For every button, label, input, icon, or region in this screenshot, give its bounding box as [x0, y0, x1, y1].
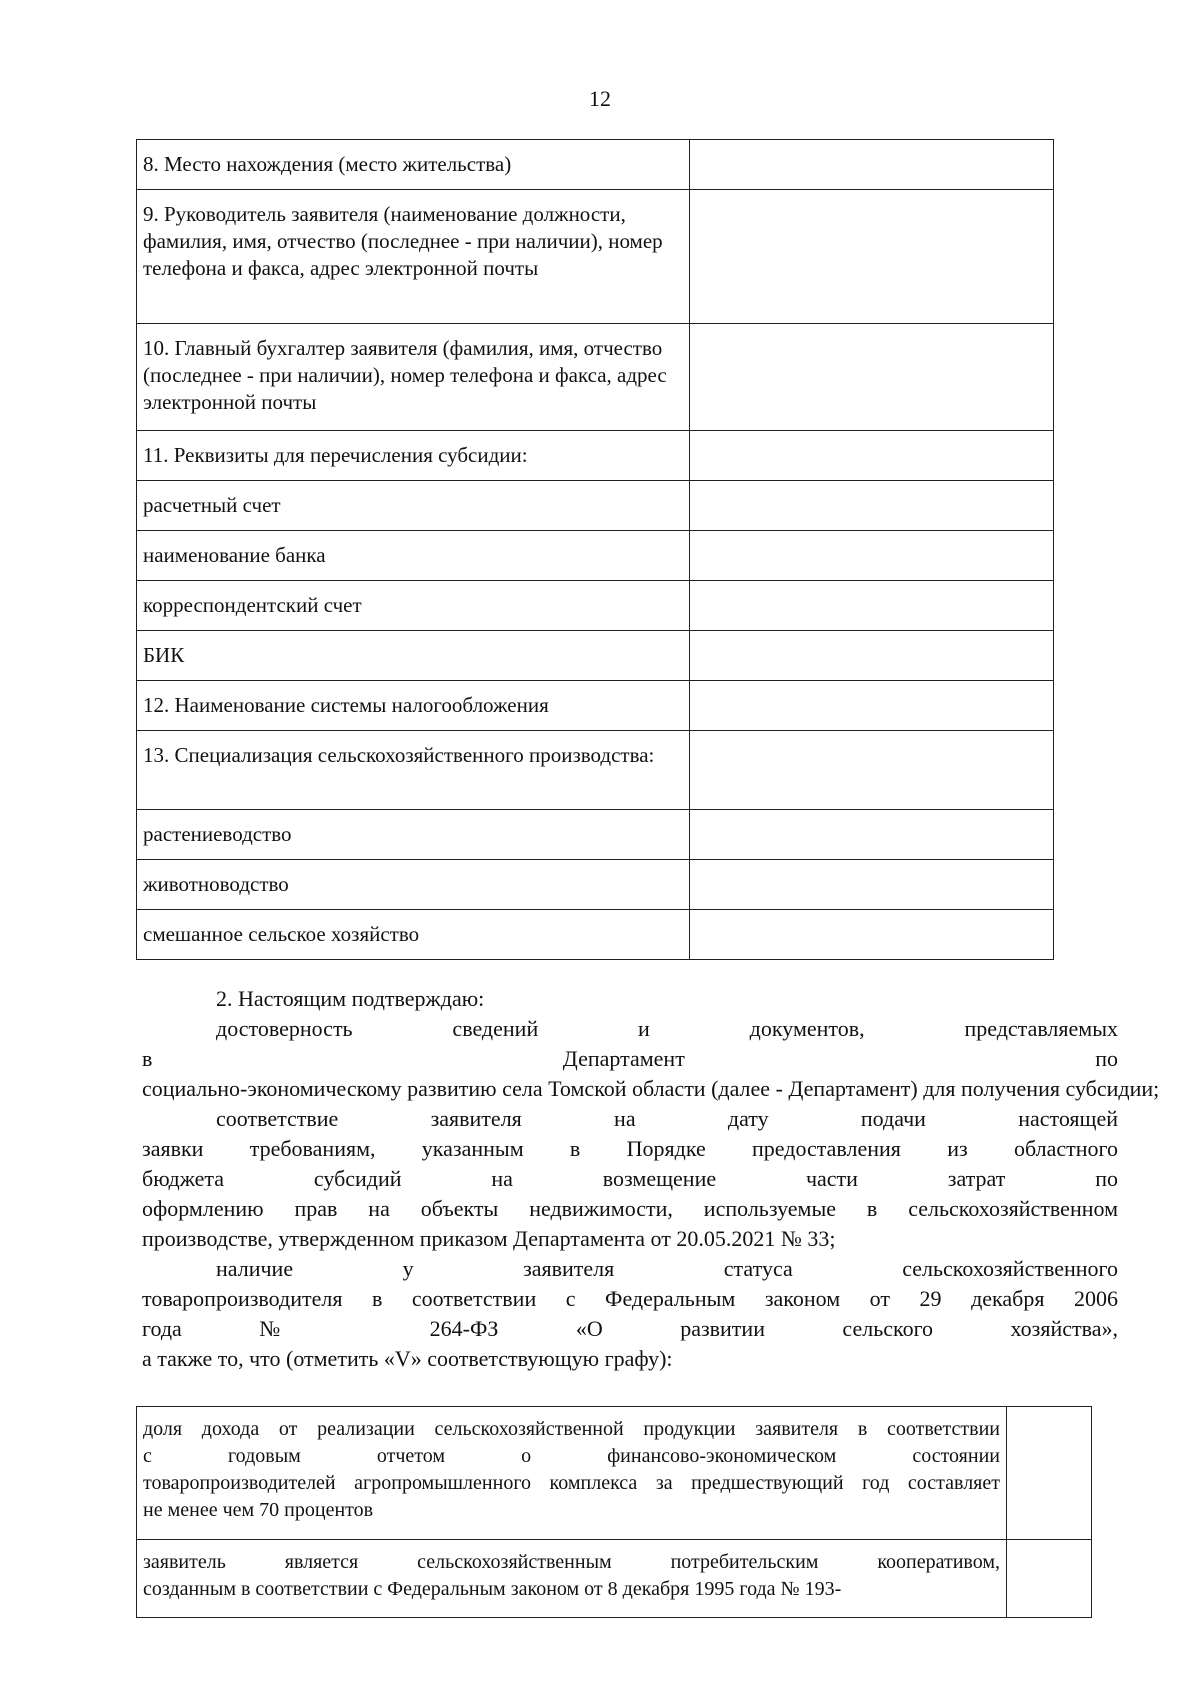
row-value-field[interactable] — [690, 481, 1054, 531]
section2-heading: 2. Настоящим подтверждаю: — [216, 986, 485, 1011]
table-row — [137, 910, 1054, 960]
row-value-field[interactable] — [690, 681, 1054, 731]
paragraph-compliance — [142, 1104, 1118, 1254]
table-row — [137, 810, 1054, 860]
row-label: наименование банка — [137, 531, 690, 581]
row-value-field[interactable] — [690, 631, 1054, 681]
table-row — [137, 581, 1054, 631]
text-line: соответствие заявителя на дату подачи настоящей — [216, 1106, 1118, 1131]
table-row — [137, 324, 1054, 431]
confirmation-text — [137, 1407, 1007, 1540]
text-line: производстве, утвержденном приказом Департамента от 20.05.2021 № 33; — [142, 1226, 836, 1251]
text-line: созданным в соответствии с Федеральным законом от 8 декабря 1995 года № 193- — [143, 1578, 842, 1600]
checkbox-cell[interactable] — [1007, 1540, 1092, 1618]
table-row — [137, 860, 1054, 910]
text-line: заявитель является сельскохозяйственным потребительским кооперативом, — [143, 1551, 1000, 1573]
text-line: в Департамент по — [142, 1046, 1118, 1071]
row-label: 9. Руководитель заявителя (наименование должности, фамилия, имя, отчество (последнее - при наличии), номер телефона и факса, адрес электронной почты — [137, 190, 690, 324]
paragraph-producer-status — [142, 1254, 1118, 1374]
table-row — [137, 481, 1054, 531]
row-value-field[interactable] — [690, 860, 1054, 910]
row-label: растениеводство — [137, 810, 690, 860]
text-line: заявки требованиям, указанным в Порядке предоставления из областного — [142, 1136, 1118, 1161]
table-row — [137, 731, 1054, 810]
row-value-field[interactable] — [690, 531, 1054, 581]
row-value-field[interactable] — [690, 431, 1054, 481]
row-label: животноводство — [137, 860, 690, 910]
checkbox-cell[interactable] — [1007, 1407, 1092, 1540]
table-row — [137, 531, 1054, 581]
row-value-field[interactable] — [690, 810, 1054, 860]
applicant-info-table — [136, 139, 1054, 960]
row-value-field[interactable] — [690, 140, 1054, 190]
text-line: социально-экономическому развитию села Томской области (далее - Департамент) для получения субсидии; — [142, 1076, 1160, 1101]
text-line: оформлению прав на объекты недвижимости, используемые в сельскохозяйственном — [142, 1196, 1118, 1221]
table-row — [137, 190, 1054, 324]
confirmation-table — [136, 1406, 1092, 1618]
row-label: расчетный счет — [137, 481, 690, 531]
row-label: 10. Главный бухгалтер заявителя (фамилия, имя, отчество (последнее - при наличии), номер телефона и факса, адрес электронной почты — [137, 324, 690, 431]
table-row — [137, 431, 1054, 481]
row-value-field[interactable] — [690, 581, 1054, 631]
row-label: 11. Реквизиты для перечисления субсидии: — [137, 431, 690, 481]
row-value-field[interactable] — [690, 731, 1054, 810]
row-label: 8. Место нахождения (место жительства) — [137, 140, 690, 190]
page-number: 12 — [589, 86, 611, 111]
table-row — [137, 1540, 1092, 1618]
table-row — [137, 1407, 1092, 1540]
text-line: года № 264-ФЗ «О развитии сельского хозяйства», — [142, 1316, 1118, 1341]
table-row — [137, 681, 1054, 731]
text-line: товаропроизводителей агропромышленного комплекса за предшествующий год составляет — [143, 1472, 1000, 1494]
text-line: бюджета субсидий на возмещение части затрат по — [142, 1166, 1118, 1191]
text-line: товаропроизводителя в соответствии с Федеральным законом от 29 декабря 2006 — [142, 1286, 1118, 1311]
text-line: наличие у заявителя статуса сельскохозяйственного — [216, 1256, 1118, 1281]
row-label: смешанное сельское хозяйство — [137, 910, 690, 960]
text-line: а также то, что (отметить «V» соответствующую графу): — [142, 1346, 673, 1371]
text-line: доля дохода от реализации сельскохозяйственной продукции заявителя в соответствии — [143, 1418, 1000, 1440]
row-value-field[interactable] — [690, 910, 1054, 960]
row-label: 12. Наименование системы налогообложения — [137, 681, 690, 731]
row-value-field[interactable] — [690, 190, 1054, 324]
row-label: 13. Специализация сельскохозяйственного производства: — [137, 731, 690, 810]
row-label: корреспондентский счет — [137, 581, 690, 631]
paragraph-reliability — [142, 1014, 1160, 1104]
table-row — [137, 140, 1054, 190]
row-value-field[interactable] — [690, 324, 1054, 431]
confirmation-text — [137, 1540, 1007, 1618]
text-line: с годовым отчетом о финансово-экономическом состоянии — [143, 1445, 1000, 1467]
text-line: достоверность сведений и документов, представляемых — [216, 1016, 1118, 1041]
row-label: БИК — [137, 631, 690, 681]
table-row — [137, 631, 1054, 681]
text-line: не менее чем 70 процентов — [143, 1499, 374, 1521]
